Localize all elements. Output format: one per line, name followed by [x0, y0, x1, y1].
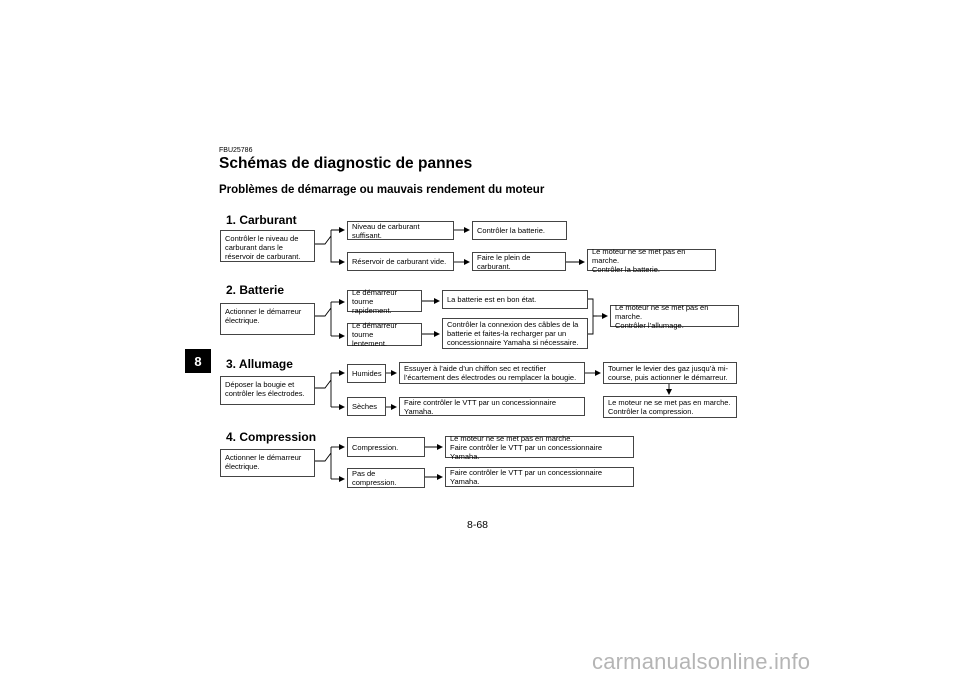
box-plug-dry: Sèches: [347, 397, 386, 416]
box-carburant-sufficient: Niveau de carburant suffisant.: [347, 221, 454, 240]
box-throttle-half: Tourner le levier des gaz jusqu’à mi- course, puis actionner le démarreur.: [603, 362, 737, 384]
box-carburant-start: Contrôler le niveau de carburant dans le réservoir de carburant.: [220, 230, 315, 262]
box-batterie-result: Le moteur ne se met pas en marche. Contrôler l’allumage.: [610, 305, 739, 327]
box-battery-ok: La batterie est en bon état.: [442, 290, 588, 309]
box-wipe-electrodes: Essuyer à l’aide d’un chiffon sec et rectifier l’écartement des électrodes ou remplacer la bougie.: [399, 362, 585, 384]
section-heading-carburant: 1. Carburant: [226, 213, 297, 227]
box-carburant-result: Le moteur ne se met pas en marche. Contrôler la batterie.: [587, 249, 716, 271]
box-check-battery: Contrôler la batterie.: [472, 221, 567, 240]
box-compression-no-action: Faire contrôler le VTT par un concessionnaire Yamaha.: [445, 467, 634, 487]
section-heading-compression: 4. Compression: [226, 430, 317, 444]
box-compression-no: Pas de compression.: [347, 468, 425, 488]
section-heading-allumage: 3. Allumage: [226, 357, 293, 371]
box-tank-empty: Réservoir de carburant vide.: [347, 252, 454, 271]
document-code: FBU25786: [219, 147, 253, 154]
box-compression-yes-action: Le moteur ne se met pas en marche. Faire contrôler le VTT par un concessionnaire Yamaha.: [445, 436, 634, 458]
box-compression-yes: Compression.: [347, 437, 425, 457]
box-dealer-check-allumage: Faire contrôler le VTT par un concessionnaire Yamaha.: [399, 397, 585, 416]
box-plug-wet: Humides: [347, 364, 386, 383]
box-allumage-result: Le moteur ne se met pas en marche. Contrôler la compression.: [603, 396, 737, 418]
watermark: carmanualsonline.info: [592, 649, 811, 674]
page-number: 8-68: [467, 519, 489, 531]
box-starter-fast: Le démarreur tourne rapidement.: [347, 290, 422, 312]
section-heading-batterie: 2. Batterie: [226, 283, 285, 297]
box-batterie-start: Actionner le démarreur électrique.: [220, 303, 315, 335]
box-battery-check-cables: Contrôler la connexion des câbles de la batterie et faites-la recharger par un concessionnaire Yamaha si nécessaire.: [442, 318, 588, 349]
page-title: Schémas de diagnostic de pannes: [219, 155, 473, 172]
box-starter-slow: Le démarreur tourne lentement.: [347, 323, 422, 346]
chapter-tab: 8: [185, 349, 211, 373]
box-refuel: Faire le plein de carburant.: [472, 252, 566, 271]
connector-1: [315, 230, 344, 262]
box-allumage-start: Déposer la bougie et contrôler les électrodes.: [220, 376, 315, 405]
box-compression-start: Actionner le démarreur électrique.: [220, 449, 315, 477]
page-subtitle: Problèmes de démarrage ou mauvais rendement du moteur: [219, 184, 545, 196]
